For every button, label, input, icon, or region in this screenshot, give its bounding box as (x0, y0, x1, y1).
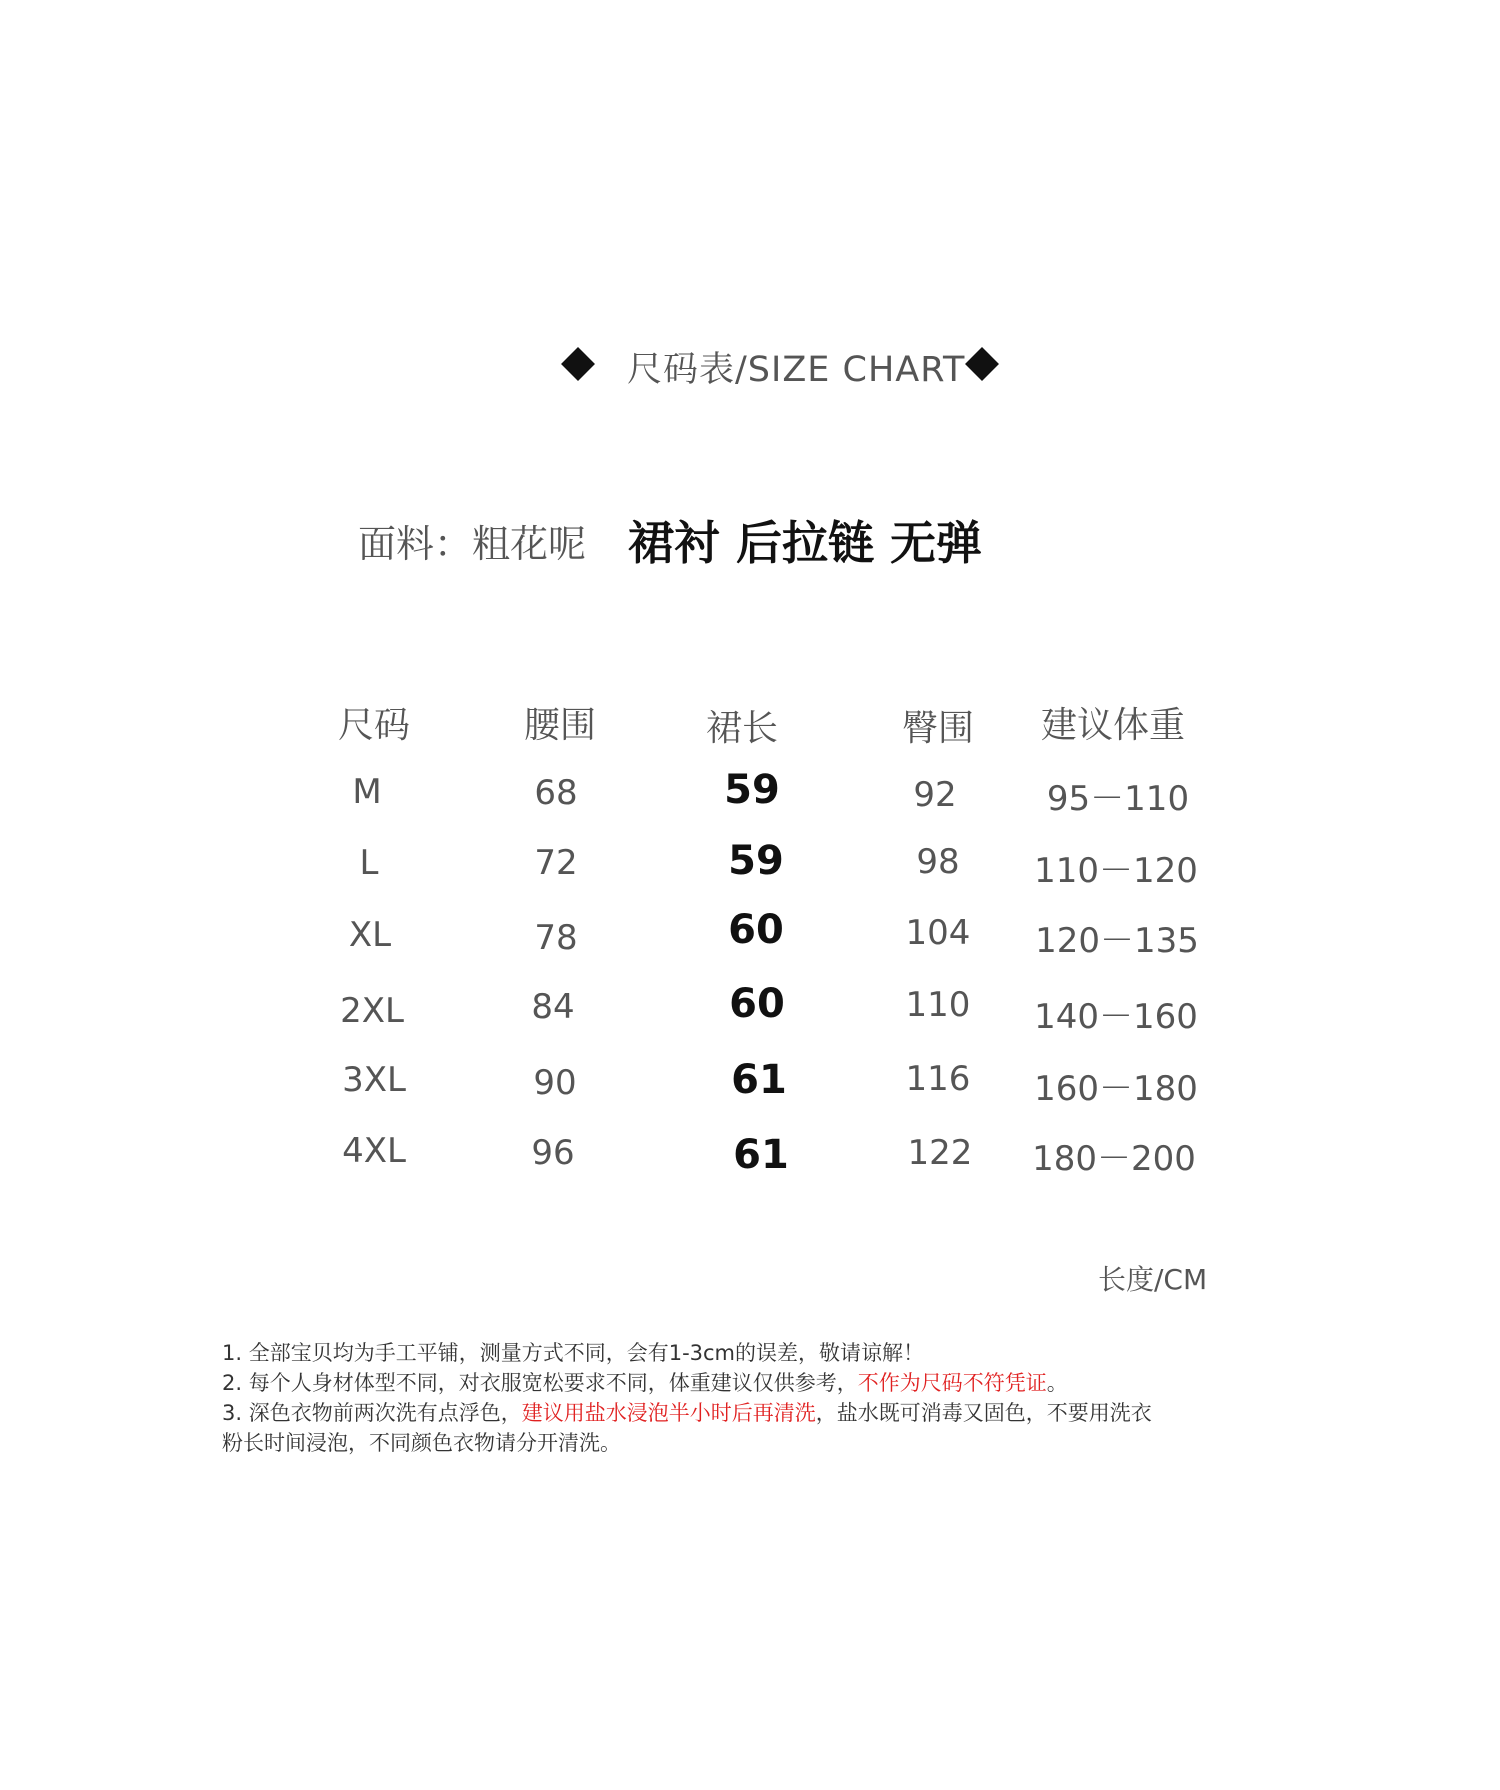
note-text: 。 (1046, 1371, 1068, 1395)
table-cell-waist: 78 (534, 918, 578, 958)
table-cell-weight: 120－135 (1035, 921, 1199, 961)
table-cell-skirt-length: 61 (731, 1057, 787, 1103)
table-cell-size: L (359, 843, 379, 883)
unit-note: 长度/CM (1098, 1263, 1208, 1296)
table-cell-size: 2XL (340, 991, 404, 1031)
table-cell-hip: 122 (907, 1133, 973, 1173)
table-cell-skirt-length: 59 (728, 838, 784, 884)
material-label: 面料：粗花呢 (358, 522, 587, 566)
note-text: ，盐水既可消毒又固色，不要用洗衣 (815, 1401, 1152, 1425)
note-line-2 (222, 1368, 1312, 1398)
table-cell-size: XL (348, 915, 392, 955)
table-cell-hip: 116 (905, 1059, 971, 1099)
table-cell-hip: 110 (905, 985, 971, 1025)
size-chart-title: 尺码表/SIZE CHART (627, 350, 966, 390)
table-cell-hip: 104 (905, 913, 971, 953)
table-cell-weight: 180－200 (1032, 1139, 1196, 1179)
table-cell-hip: 98 (916, 842, 960, 882)
table-cell-skirt-length: 60 (728, 907, 784, 953)
table-header-suggested-weight: 建议体重 (1040, 705, 1186, 746)
table-cell-waist: 96 (531, 1133, 575, 1173)
table-cell-waist: 90 (533, 1063, 577, 1103)
table-cell-weight: 95－110 (1046, 779, 1190, 819)
note-line-4: 粉长时间浸泡，不同颜色衣物请分开清洗。 (222, 1431, 621, 1455)
note-text: 2. 每个人身材体型不同，对衣服宽松要求不同，体重建议仅供参考， (222, 1371, 858, 1395)
note-warning-text: 不作为尺码不符凭证 (857, 1371, 1047, 1395)
table-cell-skirt-length: 61 (733, 1132, 789, 1178)
table-header-size: 尺码 (337, 705, 411, 746)
table-cell-waist: 72 (534, 843, 578, 883)
table-cell-size: 3XL (342, 1060, 406, 1100)
note-line-3 (222, 1398, 1312, 1428)
table-header-waist: 腰围 (523, 705, 597, 746)
table-header-skirt-length: 裙长 (705, 708, 779, 749)
note-warning-text: 建议用盐水浸泡半小时后再清洗 (521, 1401, 816, 1425)
table-cell-waist: 68 (534, 773, 578, 813)
table-cell-weight: 110－120 (1034, 851, 1198, 891)
table-cell-weight: 160－180 (1034, 1069, 1198, 1109)
care-notes (222, 1338, 1312, 1458)
table-cell-skirt-length: 59 (724, 767, 780, 813)
note-text: 3. 深色衣物前两次洗有点浮色， (222, 1401, 522, 1425)
table-cell-size: 4XL (342, 1131, 406, 1171)
table-cell-waist: 84 (531, 987, 575, 1027)
table-cell-skirt-length: 60 (729, 981, 785, 1027)
table-header-hip: 臀围 (901, 708, 975, 749)
table-cell-hip: 92 (913, 775, 957, 815)
material-features: 裙衬 后拉链 无弹 (628, 516, 983, 570)
note-line-1: 1. 全部宝贝均为手工平铺，测量方式不同，会有1-3cm的误差，敬请谅解！ (222, 1341, 925, 1365)
table-cell-size: M (352, 772, 382, 812)
table-cell-weight: 140－160 (1034, 997, 1198, 1037)
